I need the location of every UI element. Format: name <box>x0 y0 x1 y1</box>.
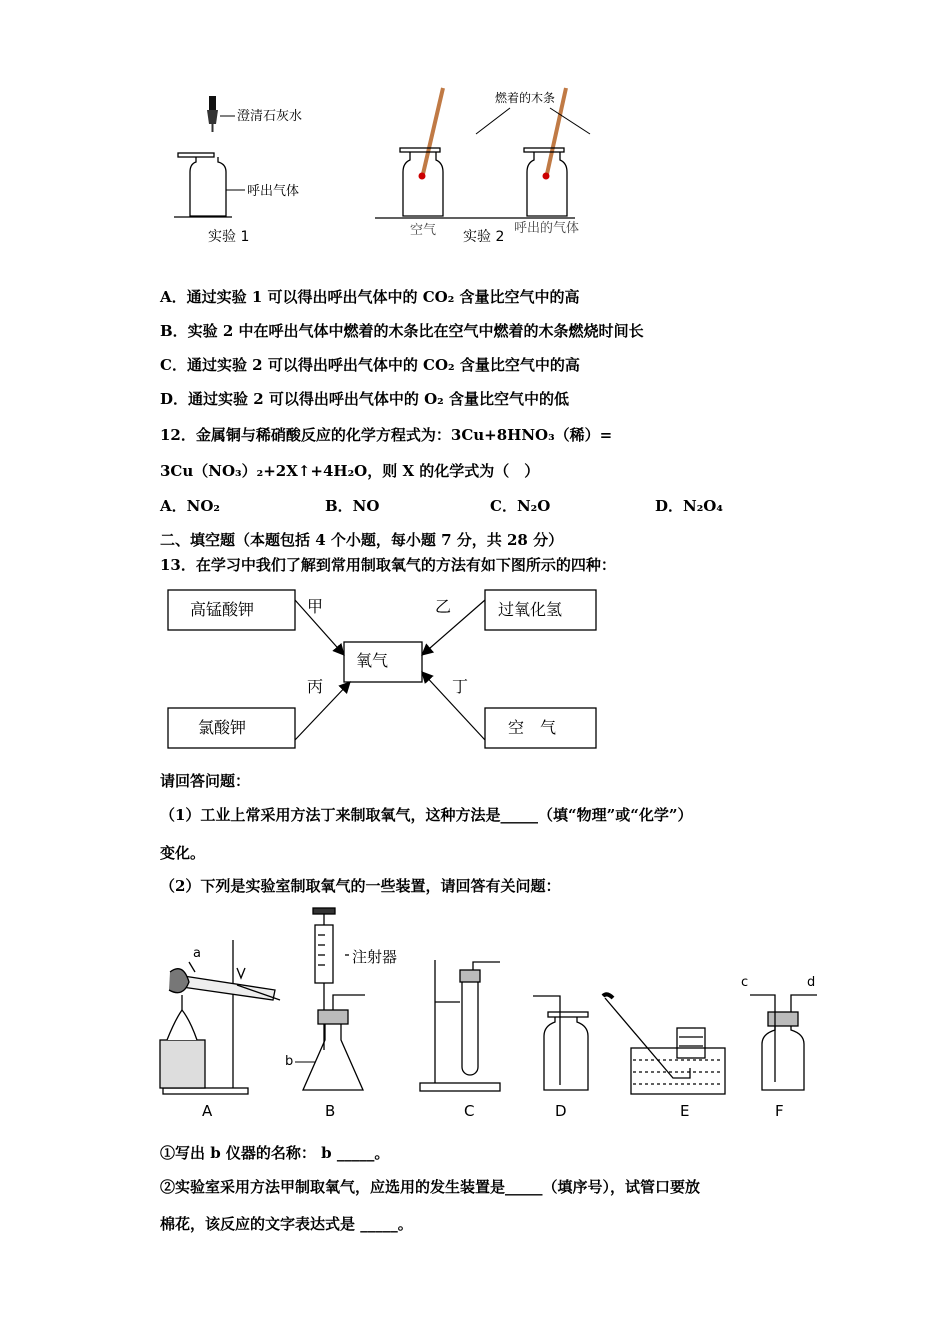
apparatus-e <box>603 994 725 1094</box>
label-b: b <box>285 1054 294 1069</box>
label-bing: 丙 <box>307 677 324 696</box>
q13-part1-line2: 变化。 <box>160 844 206 862</box>
exhaled-gas-2-label: 呼出的气体 <box>514 221 580 236</box>
gas-bottle-air <box>400 148 443 216</box>
box-oxygen-label: 氧气 <box>356 651 389 670</box>
label-yi: 乙 <box>435 597 452 616</box>
q13-stem: 13．在学习中我们了解到常用制取氧气的方法有如下图所示的四种： <box>160 556 616 574</box>
burning-stick-label: 燃着的木条 <box>495 91 556 105</box>
syringe-label: 注射器 <box>352 948 398 966</box>
apparatus-label-d: D <box>555 1102 567 1120</box>
apparatus-label-f: F <box>775 1102 784 1120</box>
dropper-icon <box>207 96 218 132</box>
q11-option-d: D．通过实验 2 可以得出呼出气体中的 O₂ 含量比空气中的低 <box>160 390 569 408</box>
q13-part1-line1: （1）工业上常采用方法丁来制取氧气，这种方法是_____（填“物理”或“化学”） <box>160 806 693 824</box>
q12-stem-line2: 3Cu（NO₃）₂+2X↑+4H₂O，则 X 的化学式为（ ） <box>160 462 540 480</box>
gas-bottle-exp1 <box>178 153 226 216</box>
apparatus-label-b: B <box>325 1102 336 1120</box>
q12-option-d: D．N₂O₄ <box>655 497 723 515</box>
label-d: d <box>807 975 816 990</box>
apparatus-d <box>533 996 588 1090</box>
apparatus-label-a: A <box>202 1102 213 1120</box>
apparatus-figure <box>155 900 825 1125</box>
q11-option-a: A．通过实验 1 可以得出呼出气体中的 CO₂ 含量比空气中的高 <box>160 288 580 306</box>
q13-part2: （2）下列是实验室制取氧气的一些装置，请回答有关问题： <box>160 877 561 895</box>
apparatus-b <box>303 908 365 1090</box>
label-jia: 甲 <box>307 597 324 616</box>
air-label: 空气 <box>410 223 437 238</box>
q12-option-b: B．NO <box>325 497 380 515</box>
q13-sub2-line1: ②实验室采用方法甲制取氧气，应选用的发生装置是_____（填序号），试管口要放 <box>160 1178 701 1196</box>
oxygen-methods-diagram <box>160 580 610 755</box>
experiment-2-label: 实验 2 <box>463 229 505 245</box>
q11-option-b: B．实验 2 中在呼出气体中燃着的木条比在空气中燃着的木条燃烧时间长 <box>160 322 644 340</box>
apparatus-a <box>160 940 280 1094</box>
experiment-figure <box>160 80 640 255</box>
gas-bottle-exhaled <box>524 148 567 216</box>
experiment-1-label: 实验 1 <box>208 229 250 245</box>
q13-prompt: 请回答问题： <box>160 772 251 790</box>
exhaled-gas-label: 呼出气体 <box>247 184 300 199</box>
label-ding: 丁 <box>452 677 469 696</box>
q13-sub1: ①写出 b 仪器的名称： b _____。 <box>160 1144 390 1162</box>
box-h2o2-label: 过氧化氢 <box>498 600 563 619</box>
apparatus-c <box>420 960 500 1091</box>
label-c: c <box>741 975 749 990</box>
arrow-yi <box>422 600 485 655</box>
box-kmno4-label: 高锰酸钾 <box>190 600 255 619</box>
q12-option-c: C．N₂O <box>490 497 551 515</box>
q11-option-c: C．通过实验 2 可以得出呼出气体中的 CO₂ 含量比空气中的高 <box>160 356 580 374</box>
apparatus-f <box>750 995 817 1090</box>
box-kclo3-label: 氯酸钾 <box>198 718 247 737</box>
section-title: 二、填空题（本题包括 4 个小题，每小题 7 分，共 28 分） <box>160 531 564 549</box>
apparatus-label-e: E <box>680 1102 690 1120</box>
apparatus-label-c: C <box>464 1102 475 1120</box>
q12-option-a: A．NO₂ <box>160 497 220 515</box>
q12-stem-line1: 12．金属铜与稀硝酸反应的化学方程式为：3Cu+8HNO₃（稀）= <box>160 426 613 444</box>
limewater-label: 澄清石灰水 <box>237 109 303 124</box>
box-air-label: 空 气 <box>508 718 557 737</box>
q13-sub2-line2: 棉花，该反应的文字表达式是 _____。 <box>160 1215 413 1233</box>
label-a: a <box>193 946 201 961</box>
